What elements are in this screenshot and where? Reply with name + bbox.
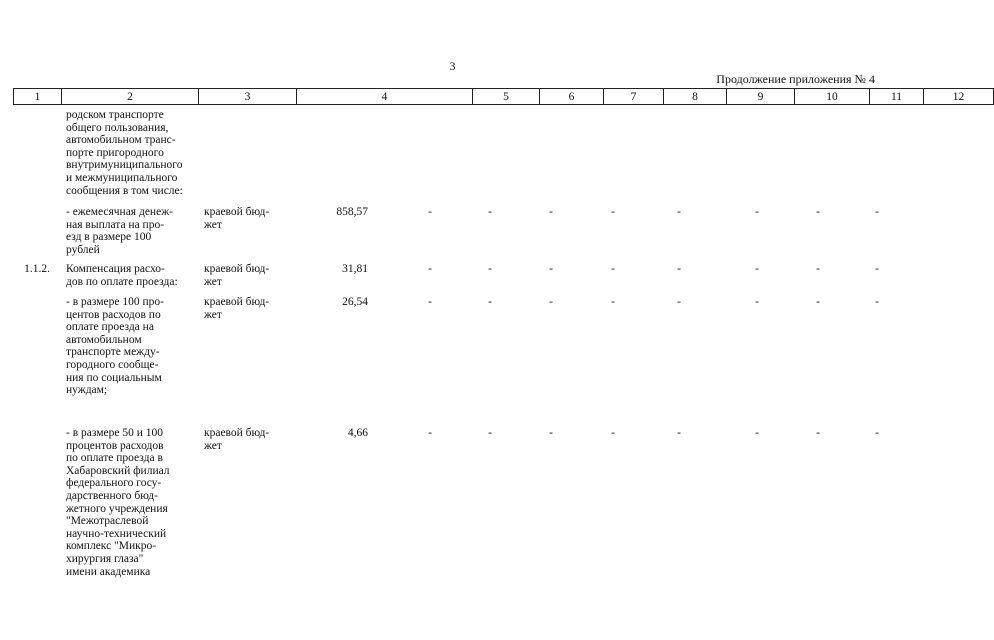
empty-value-dash: -: [488, 263, 492, 275]
text-line: Компенсация расхо-: [66, 263, 165, 275]
text-line: дов по оплате проезда:: [66, 275, 178, 288]
text-line: рублей: [66, 243, 100, 256]
page-number: 3: [449, 59, 456, 73]
column-header: 3: [199, 89, 297, 105]
empty-value-dash: -: [816, 263, 820, 275]
empty-value-dash: -: [428, 263, 432, 275]
empty-value-dash: -: [755, 427, 759, 439]
text-line: жет: [204, 218, 222, 231]
empty-value-dash: -: [549, 206, 553, 218]
empty-value-dash: -: [428, 296, 432, 308]
column-header-row: [14, 89, 994, 105]
text-line: ная выплата на про-: [66, 218, 165, 231]
annex-title: Продолжение приложения № 4: [716, 72, 875, 86]
empty-value-dash: -: [816, 206, 820, 218]
empty-value-dash: -: [875, 427, 879, 439]
column-header: 7: [604, 89, 664, 105]
text-line: автомобильном транс-: [66, 134, 176, 147]
amount-value: 31,81: [342, 263, 368, 275]
column-header-table: [13, 88, 994, 105]
text-line: - в размере 100 про-: [66, 296, 164, 308]
column-header: 11: [870, 89, 924, 105]
text-line: хирургия глаза": [66, 552, 144, 565]
text-line: сообщения в том числе:: [66, 184, 183, 197]
text-line: и межмуниципального: [66, 171, 178, 184]
text-line: дарственного бюд-: [66, 489, 158, 502]
text-line: центов расходов по: [66, 308, 161, 321]
column-header: 9: [727, 89, 795, 105]
column-header: 6: [540, 89, 604, 105]
text-line: жет: [204, 275, 222, 288]
text-line: краевой бюд-: [204, 296, 270, 308]
funding-source: [204, 427, 296, 452]
text-line: езд в размере 100: [66, 231, 152, 244]
row-name: [66, 109, 202, 197]
empty-value-dash: -: [611, 427, 615, 439]
empty-value-dash: -: [677, 427, 681, 439]
text-line: родском транспорте: [66, 109, 164, 121]
text-line: оплате проезда на: [66, 321, 154, 334]
empty-value-dash: -: [488, 427, 492, 439]
column-header: 8: [664, 89, 727, 105]
text-line: краевой бюд-: [204, 263, 270, 275]
text-line: "Межотраслевой: [66, 515, 149, 528]
empty-value-dash: -: [755, 296, 759, 308]
empty-value-dash: -: [488, 296, 492, 308]
row-number: 1.1.2.: [24, 263, 50, 275]
empty-value-dash: -: [549, 296, 553, 308]
text-line: научно-технический: [66, 527, 167, 540]
text-line: краевой бюд-: [204, 206, 270, 218]
empty-value-dash: -: [549, 427, 553, 439]
amount-value: 26,54: [342, 296, 368, 308]
empty-value-dash: -: [488, 206, 492, 218]
empty-value-dash: -: [611, 206, 615, 218]
amount-value: 4,66: [347, 427, 368, 439]
text-line: ния по социальным: [66, 371, 162, 384]
funding-source: [204, 296, 296, 321]
text-line: транспорте между-: [66, 346, 160, 359]
column-header: 2: [62, 89, 199, 105]
empty-value-dash: -: [677, 206, 681, 218]
row-name: [66, 206, 202, 256]
row-name: [66, 427, 202, 578]
column-header: 1: [14, 89, 62, 105]
row-name: [66, 296, 202, 397]
empty-value-dash: -: [677, 296, 681, 308]
text-line: краевой бюд-: [204, 427, 270, 439]
empty-value-dash: -: [428, 206, 432, 218]
text-line: жет: [204, 439, 222, 452]
column-header: 4: [297, 89, 473, 105]
empty-value-dash: -: [875, 263, 879, 275]
empty-value-dash: -: [611, 296, 615, 308]
funding-source: [204, 206, 296, 231]
amount-value: 858,57: [336, 206, 368, 218]
funding-source: [204, 263, 296, 288]
text-line: общего пользования,: [66, 121, 169, 134]
text-line: порте пригородного: [66, 146, 164, 159]
text-line: - ежемесячная денеж-: [66, 206, 173, 218]
empty-value-dash: -: [755, 263, 759, 275]
text-line: имени академика: [66, 565, 151, 578]
column-header: 10: [795, 89, 870, 105]
text-line: - в размере 50 и 100: [66, 427, 164, 439]
text-line: по оплате проезда в: [66, 452, 163, 465]
empty-value-dash: -: [816, 296, 820, 308]
column-header: 12: [924, 89, 994, 105]
text-line: городного сообще-: [66, 358, 159, 371]
empty-value-dash: -: [677, 263, 681, 275]
column-header: 5: [473, 89, 540, 105]
text-line: комплекс "Микро-: [66, 540, 157, 553]
empty-value-dash: -: [755, 206, 759, 218]
row-name: [66, 263, 202, 288]
empty-value-dash: -: [875, 296, 879, 308]
text-line: внутримуниципального: [66, 159, 183, 172]
text-line: процентов расходов: [66, 439, 164, 452]
empty-value-dash: -: [428, 427, 432, 439]
text-line: жетного учреждения: [66, 502, 168, 515]
text-line: федерального госу-: [66, 477, 162, 490]
empty-value-dash: -: [816, 427, 820, 439]
empty-value-dash: -: [875, 206, 879, 218]
empty-value-dash: -: [549, 263, 553, 275]
text-line: автомобильном: [66, 333, 142, 346]
empty-value-dash: -: [611, 263, 615, 275]
text-line: нуждам;: [66, 384, 108, 397]
text-line: жет: [204, 308, 222, 321]
text-line: Хабаровский филиал: [66, 464, 170, 477]
